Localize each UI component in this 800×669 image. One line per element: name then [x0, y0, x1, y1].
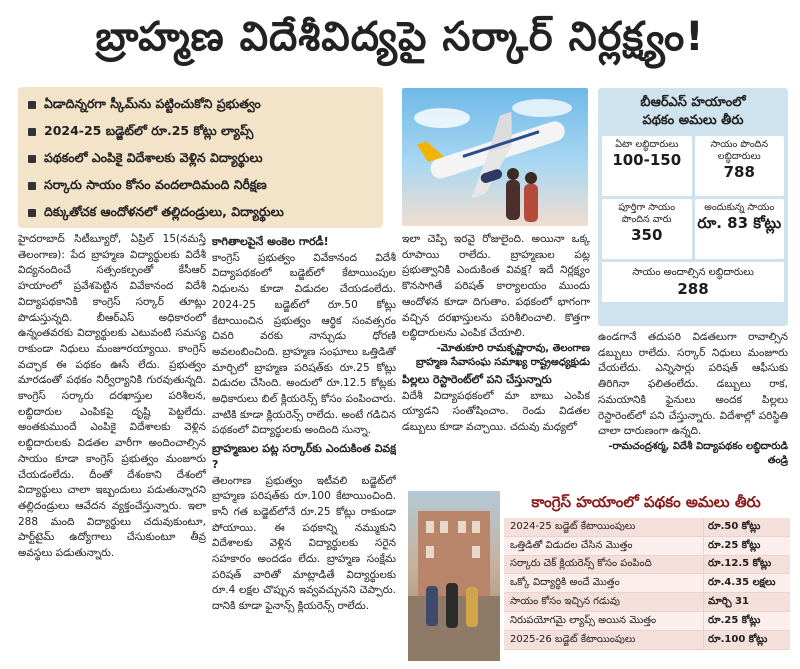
article-column-4 [598, 330, 788, 487]
table-row [504, 537, 790, 556]
section-subheading: కాగితాలపైనే అంకెల గారడీ! [212, 235, 329, 248]
brs-title-line: బీఆర్‌ఎస్ హయాంలో [640, 95, 746, 110]
article-paragraph: కాంగ్రెస్ ప్రభుత్వం వివేకానంద విదేశీ విద్యాపథకంలో బడ్జెట్‌లో కేటాయింపుల నిధులను కూడా విడుదల చేయడంలేదు. 2024-25 బడ్జెట్‌లో రూ.50 కోట్లు కేటాయించిన ప్రభుత్వం ఆర్థిక సంవత్సరం చివరి వరకు నాన్చుడు ధోరణి అవలంబించింది. బ్రాహ్మణ సంఘాలు ఒత్తిడితో మార్చిలో బ్రాహ్మణ పరిషత్‌కు రూ.25 కోట్లు విడుదల చేసింది. అందులో రూ.12.5 కోట్లకు అధికారులు బిల్ క్లియరెన్స్ కోసం పంపించారు. వాటికి కూడా క్లియరెన్స్ రాలేదు. అంటే గడిచిన పథకంలో విద్యార్థులకు అందింది సున్నా. [212, 251, 396, 437]
highlight-item [24, 119, 377, 145]
stat-cell [602, 199, 692, 259]
stat-cell [695, 199, 785, 259]
stat-cell [695, 136, 785, 196]
highlight-item [24, 200, 377, 226]
article-paragraph: హైదరాబాద్ సిటీబ్యూరో, ఏప్రిల్ 15(నమస్తే తెలంగాణ): పేద బ్రాహ్మణ విద్యార్థులకు విదేశీ విద్యనందించే సత్సంకల్పంతో కేసీఆర్ హయాంలో ప్రవేశపెట్టిన వివేకానంద విదేశీ విద్యాపథకానికి కాంగ్రెస్ సర్కార్ తూట్లు పొడుస్తున్నది. బీఆర్‌ఎస్ అధికారంలో ఉన్నంతవరకు విద్యార్థులకు ఎటువంటి సమస్య రాకుండా నిధులు మంజూరయ్యాయి. కాంగ్రెస్ వచ్చాక ఈ పథకం ఊసే లేదు. ప్రభుత్వం మారడంతో పథకం నిర్వీర్యానికి గురవుతున్నది. కాంగ్రెస్ సర్కారు దరఖాస్తుల పరిశీలన, లబ్ధిదారుల ఎంపికపై దృష్టి పెట్టలేదు. అంతకుముందే ఎంపికై విదేశాలకు వెళ్లిన లబ్ధిదారులకు విడతల వారీగా అందించాల్సిన సాయం కూడా కాంగ్రెస్ ప్రభుత్వం మంజూరు చేయడంలేదు. దీంతో దేశంకాని దేశంలో విద్యార్థులు చాలా ఇబ్బందులు పడుతున్నారని తల్లిదండ్రులు ఆవేదన వ్యక్తంచేస్తున్నారు. ఇలా 288 మంది విద్యార్థులు చదువుకుంటూ, పార్ట్‌టైమ్ ఉద్యోగాలు చేసుకుంటూ తీవ్ర అవస్థలు పడుతున్నారు. [18, 233, 206, 560]
brs-scheme-stats-box [598, 88, 788, 326]
congress-table-title: కాంగ్రెస్ హయాంలో పథకం అమలు తీరు [531, 493, 761, 511]
table-row [504, 574, 790, 593]
row-value: రూ.100 కోట్లు [703, 631, 790, 649]
stat-footer [602, 262, 784, 302]
table-row [504, 593, 790, 612]
airplane-illustration [402, 88, 588, 226]
highlight-text: దిక్కుతోచక ఆందోళనలో తల్లిదండ్రులు, విద్యార్థులు [44, 203, 284, 219]
congress-scheme-table-box [408, 491, 790, 661]
stat-label: పూర్తిగా సాయం పొందిన వారు [618, 202, 676, 225]
row-value: రూ.50 కోట్లు [703, 518, 790, 536]
highlight-item [24, 92, 377, 118]
table-row [504, 631, 790, 650]
highlight-text: ఏడాదిన్నరగా స్కీమ్‌ను పట్టించుకోని ప్రభుత్వం [44, 95, 261, 111]
bullet-icon [28, 182, 36, 190]
row-label: సాయం కోసం ఇచ్చిన గడువు [510, 596, 620, 608]
table-row [504, 518, 790, 537]
table-row [504, 556, 790, 575]
row-label: ఒక్కో విద్యార్థికి అందే మొత్తం [510, 577, 620, 589]
campus-illustration [408, 491, 500, 661]
airplane-travel-photo [402, 88, 588, 226]
stat-value: 788 [723, 163, 755, 181]
stat-value: 288 [677, 280, 709, 298]
article-column-3 [402, 232, 590, 487]
article-column-2 [212, 232, 396, 657]
row-value: రూ.25 కోట్లు [703, 537, 790, 555]
bottom-page-edge [0, 660, 800, 669]
article-paragraph: తెలంగాణ ప్రభుత్వం ఇటీవలి బడ్జెట్‌లో బ్రాహ్మణ పరిషత్‌కు రూ.100 కేటాయించింది. కానీ గత బడ్జెట్‌లోనే రూ.25 కోట్లు రాకుండా పోయాయి. ఈ పథకాన్ని నమ్ముకుని విదేశాలకు వెళ్లిన విద్యార్థులకు సరైన సహకారం అందడం లేదు. బ్రాహ్మణ సంక్షేమ పరిషత్ వారితో మాట్లాడితే విద్యార్థులకు రూ.4 లక్షల చొప్పున ఇవ్వవచ్చునని చెప్పారు. దానికి కూడా ఫైనాన్స్ క్లియరెన్స్ రాలేదు. [212, 474, 396, 613]
section-subheading: బ్రాహ్మణుల పట్ల సర్కార్‌కు ఎందుకింత వివక్ష ? [212, 442, 396, 471]
article-paragraph: విదేశీ విద్యాపథకంలో మా బాబు ఎంపిక య్యాడని సంతోషించాం. రెండు విడతల డబ్బులు కూడా వచ్చాయి. చదువు మధ్యలో [402, 389, 590, 434]
quote-attribution: -మోతుకూరి రామకృష్ణారావు, తెలంగాణ బ్రాహ్మణ సేవాసంఘ సమాఖ్య రాష్ట్రఅధ్యక్షుడు [415, 342, 590, 368]
row-label: ఒత్తిడితో విడుదల చేసిన మొత్తం [510, 539, 633, 551]
bullet-icon [28, 101, 36, 109]
stat-label: సాయం పొందిన లబ్ధిదారులు [710, 139, 769, 162]
stat-label: ఏటా లబ్ధిదారులు [615, 139, 679, 150]
stat-label: అందుకున్న సాయం [704, 202, 775, 213]
highlight-item [24, 173, 377, 199]
stat-cell [602, 136, 692, 196]
bullet-icon [28, 155, 36, 163]
highlights-box [18, 87, 383, 228]
article-paragraph: ఉండగానే తదుపరి విడతలుగా రావాల్సిన డబ్బులు రాలేదు. సర్కార్ నిధులు మంజూరు చేయలేదు. ఎన్నిసార్లు పరిషత్ ఆఫీసుకు తిరిగినా ఫలితంలేదు. డబ్బులు రాక, సమయానికి ఫైనులు అందక పిల్లలు రెస్టారెంట్‌లో పని చేస్తున్నారు. విదేశాల్లో పరిస్థితి చాలా దారుణంగా ఉన్నది. [598, 331, 788, 438]
highlight-text: సర్కారు సాయం కోసం వందలాదిమంది నిరీక్షణ [44, 176, 267, 192]
section-subheading: పిల్లలు రెస్టారెంట్‌లో పని చేస్తున్నారు [402, 372, 552, 386]
page-headline: బ్రాహ్మణ విదేశీవిద్యపై సర్కార్ నిర్లక్ష్యం! [95, 14, 705, 60]
row-value: రూ.25 కోట్లు [703, 612, 790, 630]
brs-box-title [602, 92, 784, 136]
article-paragraph: ఇలా చెప్పి ఇరవై రోజులైంది. అయినా ఒక్క రూపాయి రాలేదు. బ్రాహ్మణుల పట్ల ప్రభుత్వానికి ఎందుకింత వివక్ష? ఇదే నిర్లక్ష్యం కొనసాగితే పరిషత్ కార్యాలయం ముందు ఆందోళన కూడా దిగుతాం. పథకంలో భాగంగా వచ్చిన దరఖాస్తులను పరిశీలించాలి. కొత్తగా లబ్ధిదారులను ఎంపిక చేయాలి. [402, 233, 590, 340]
highlight-text: పథకంలో ఎంపికై విదేశాలకు వెళ్లిన విద్యార్థులు [44, 149, 263, 165]
row-value: రూ.12.5 కోట్లు [703, 556, 790, 574]
highlight-item [24, 146, 377, 172]
highlight-text: 2024-25 బడ్జెట్‌లో రూ.25 కోట్లు ల్యాప్స్ [44, 122, 254, 138]
quote-attribution: -రామచంద్రశర్మ, విదేశీ విద్యాపథకం లబ్ధిదారుడి తండ్రి [608, 440, 788, 466]
students-campus-photo [408, 491, 500, 661]
table-row [504, 612, 790, 631]
row-value: రూ.4.35 లక్షలు [703, 574, 790, 592]
stat-value: 350 [631, 226, 663, 244]
stat-value: 100-150 [612, 151, 682, 169]
congress-stats-table [504, 518, 790, 650]
brs-title-line: పథకం అమలు తీరు [642, 113, 744, 128]
row-label: నిరుపయోగమై ల్యాప్స్ అయిన మొత్తం [510, 614, 657, 626]
bullet-icon [28, 209, 36, 217]
stat-value: రూ. 83 కోట్లు [697, 214, 782, 232]
article-column-1 [18, 232, 206, 657]
row-label: సర్కారు చెక్ క్లియరెన్స్ కోసం పంపింది [510, 558, 652, 570]
stat-label: సాయం అందాల్సిన లబ్ధిదారులు [632, 267, 754, 278]
row-value: మార్చి 31 [703, 593, 790, 611]
row-label: 2025-26 బడ్జెట్ కేటాయింపులు [510, 633, 636, 645]
row-label: 2024-25 బడ్జెట్ కేటాయింపులు [510, 520, 636, 532]
bullet-icon [28, 128, 36, 136]
